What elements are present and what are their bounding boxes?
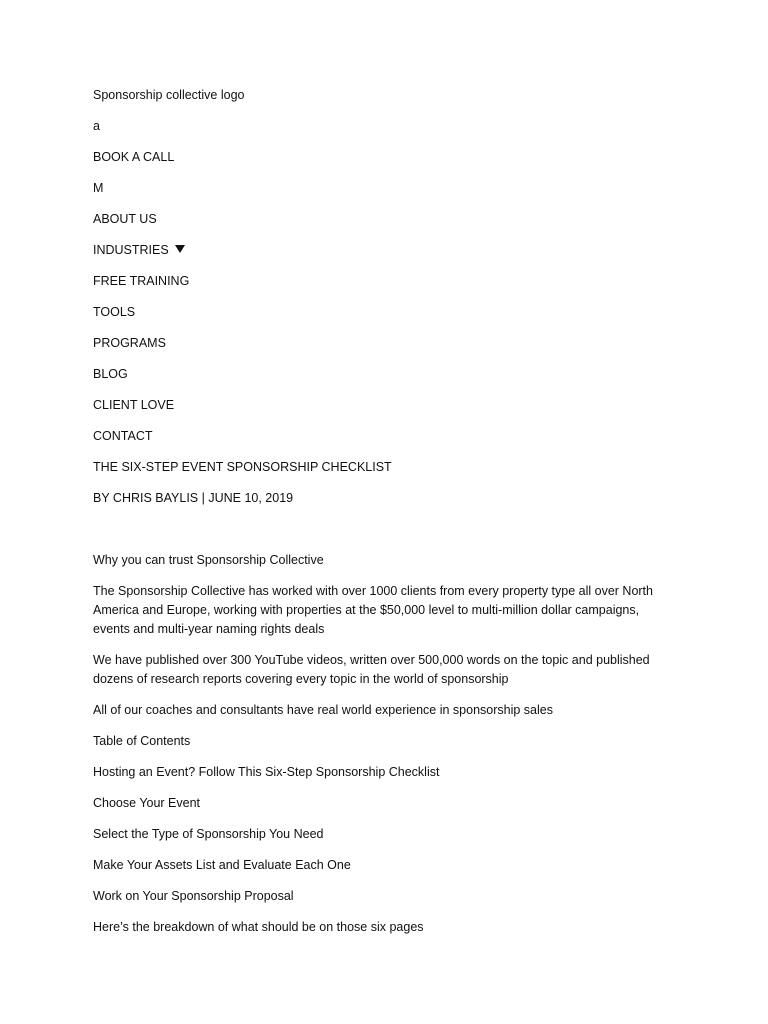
toc-item[interactable]: Make Your Assets List and Evaluate Each One: [93, 858, 351, 872]
trust-paragraph-2: We have published over 300 YouTube videos, written over 500,000 words on the topic and published dozens of research reports covering every topic in the world of sponsorship: [93, 653, 650, 686]
caret-down-icon: [175, 245, 185, 253]
article-byline: BY CHRIS BAYLIS | JUNE 10, 2019: [93, 491, 294, 505]
document-page: [93, 86, 653, 949]
nav-item-industries[interactable]: [93, 243, 185, 257]
nav-item-industries-label: INDUSTRIES: [93, 243, 169, 257]
book-a-call-link[interactable]: BOOK A CALL: [93, 150, 175, 164]
trust-paragraph-3: All of our coaches and consultants have real world experience in sponsorship sales: [93, 703, 553, 717]
nav-item-blog[interactable]: BLOG: [93, 367, 128, 381]
toc-item[interactable]: Choose Your Event: [93, 796, 201, 810]
logo-alt-text: Sponsorship collective logo: [93, 88, 245, 102]
nav-item-tools[interactable]: TOOLS: [93, 305, 136, 319]
trust-heading: Why you can trust Sponsorship Collective: [93, 553, 324, 567]
article-title: THE SIX-STEP EVENT SPONSORSHIP CHECKLIST: [93, 460, 392, 474]
nav-item-client-love[interactable]: CLIENT LOVE: [93, 398, 175, 412]
nav-item-about-us[interactable]: ABOUT US: [93, 212, 157, 226]
header-glyph-m: M: [93, 181, 104, 195]
nav-item-programs[interactable]: PROGRAMS: [93, 336, 166, 350]
spacer: [93, 520, 653, 551]
toc-item[interactable]: Here’s the breakdown of what should be on those six pages: [93, 920, 424, 934]
trust-paragraph-1: The Sponsorship Collective has worked with over 1000 clients from every property type all over North America and Europe, working with properties at the $50,000 level to multi-million dollar campaigns, events and multi-year naming rights deals: [93, 584, 653, 636]
toc-item[interactable]: Select the Type of Sponsorship You Need: [93, 827, 324, 841]
toc-item[interactable]: Hosting an Event? Follow This Six-Step Sponsorship Checklist: [93, 765, 440, 779]
toc-item[interactable]: Work on Your Sponsorship Proposal: [93, 889, 294, 903]
header-glyph-a: a: [93, 119, 100, 133]
toc-heading: Table of Contents: [93, 734, 191, 748]
nav-item-free-training[interactable]: FREE TRAINING: [93, 274, 190, 288]
nav-item-contact[interactable]: CONTACT: [93, 429, 153, 443]
